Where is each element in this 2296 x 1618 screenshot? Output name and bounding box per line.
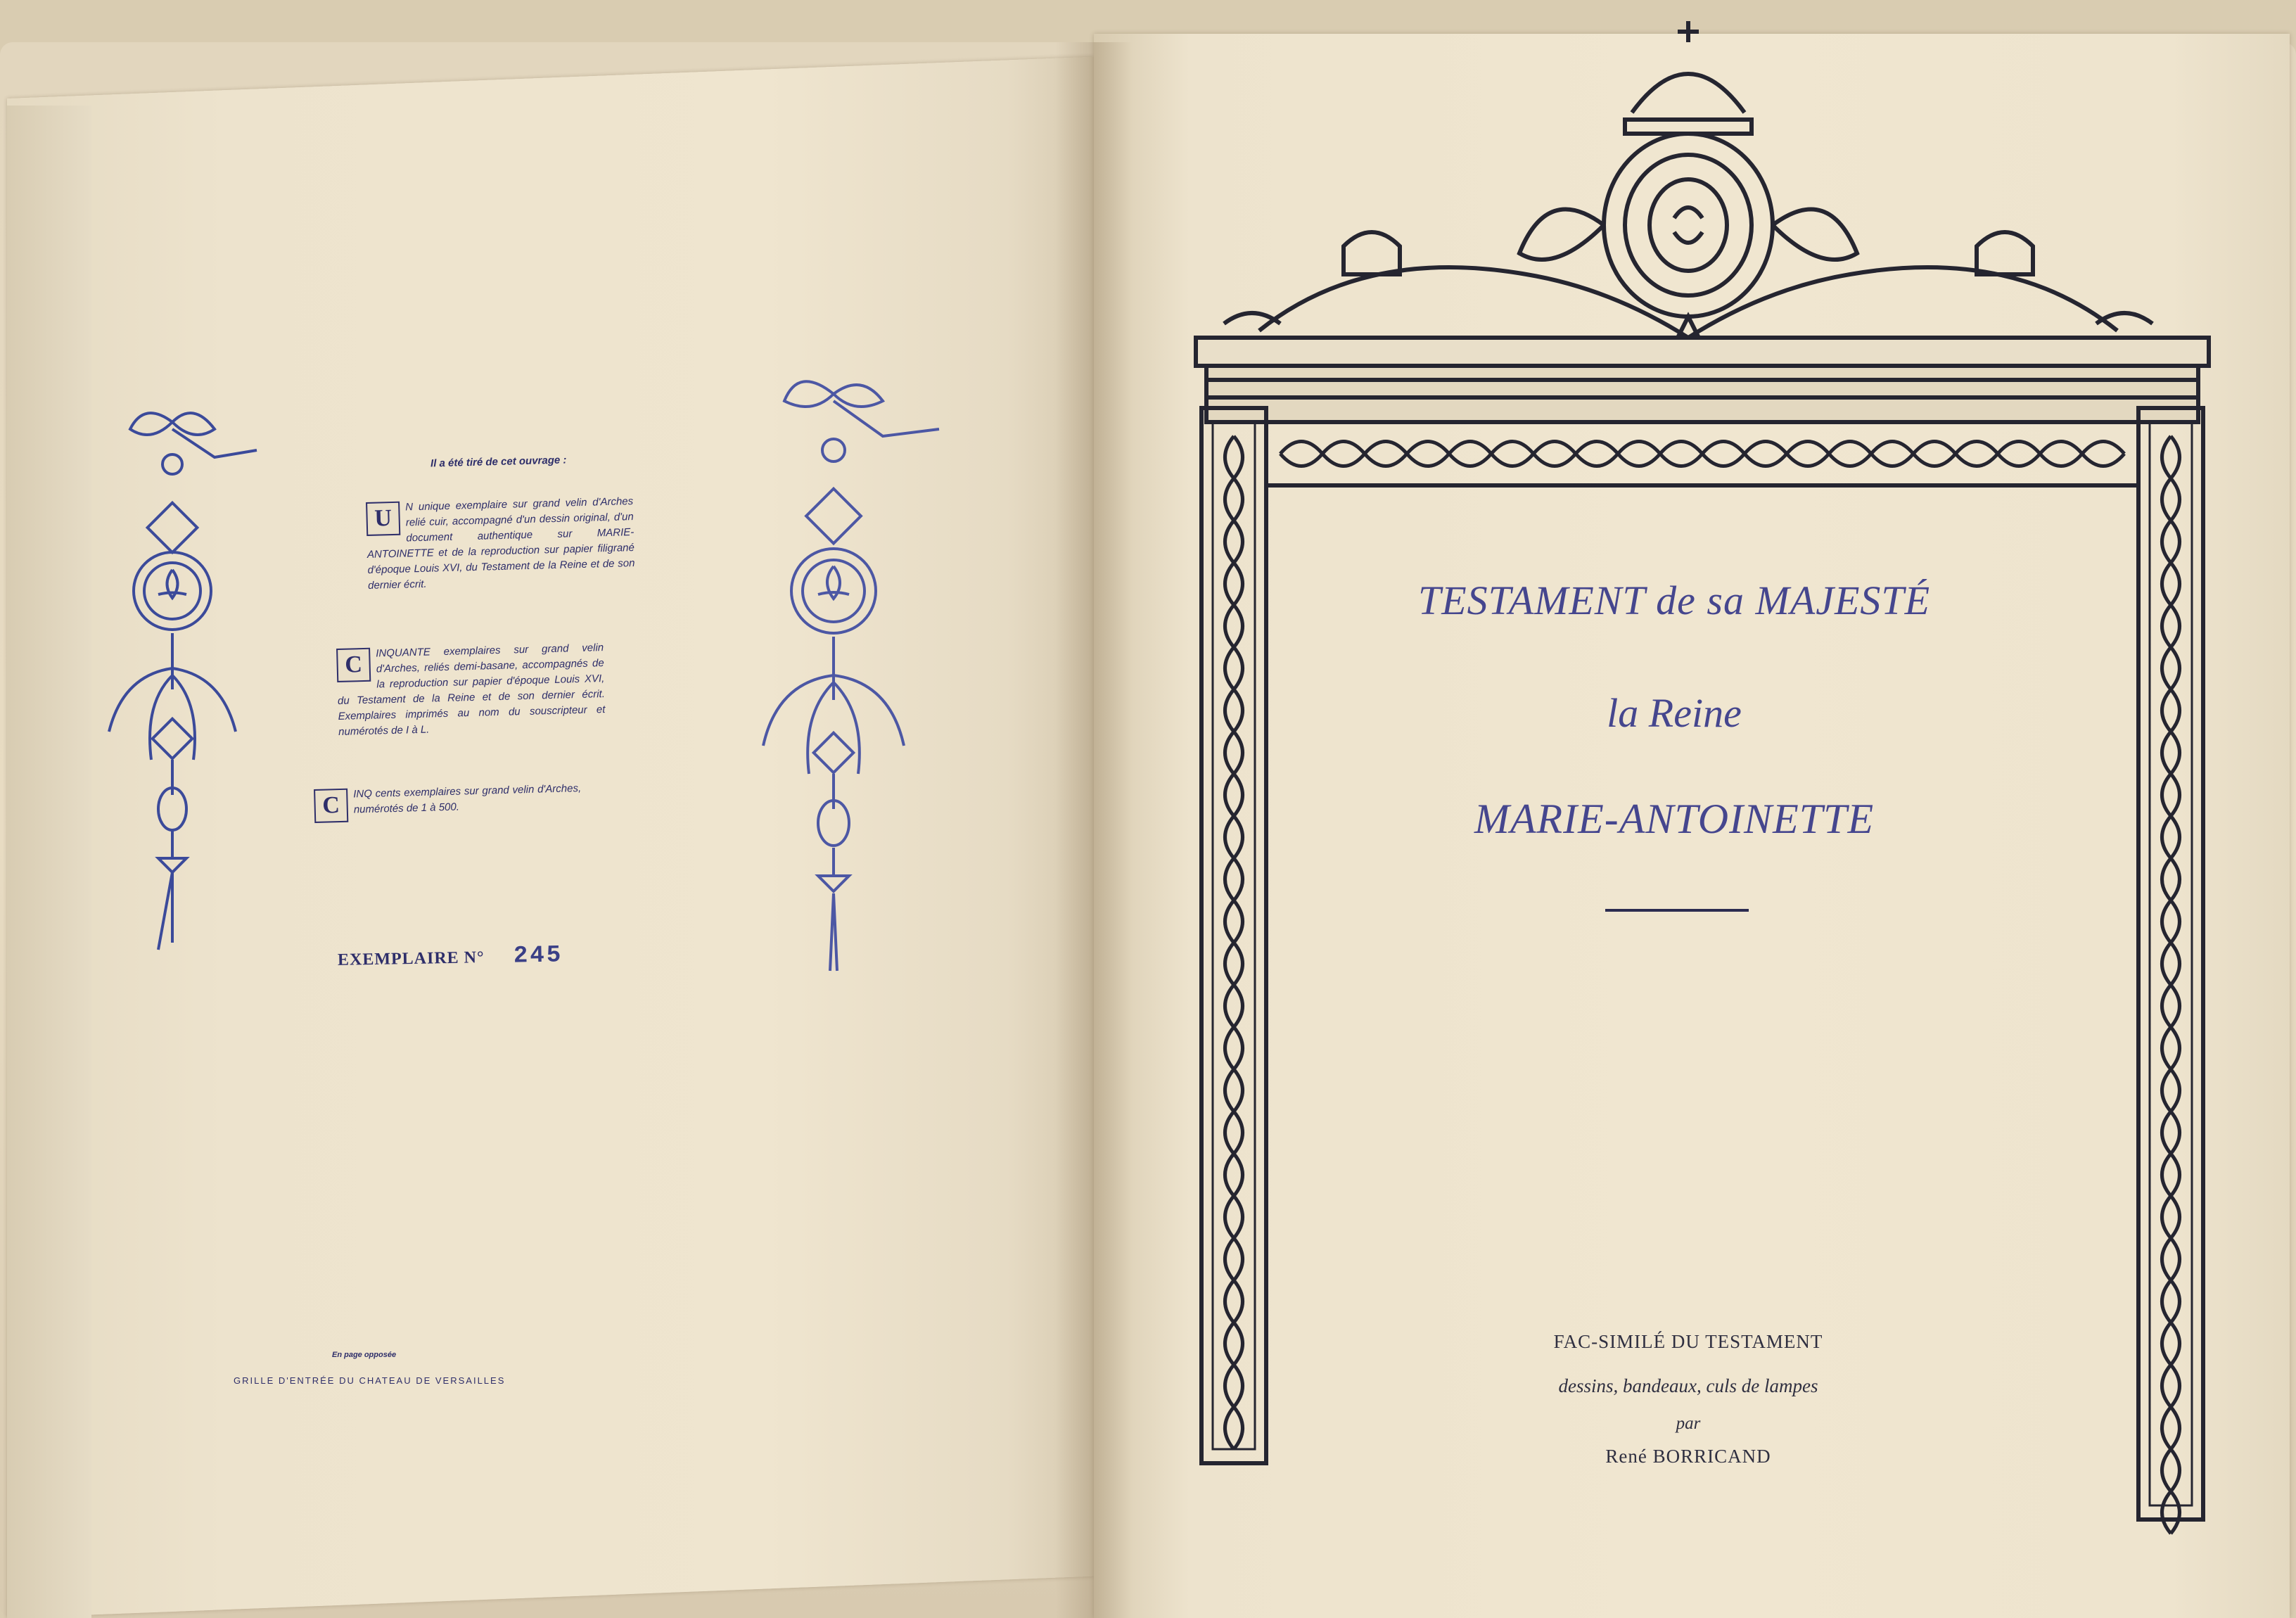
exemplaire-number: 245	[513, 942, 563, 970]
title-line-1: TESTAMENT de sa MAJESTÉ	[1417, 578, 1931, 623]
title-line-3: MARIE-ANTOINETTE	[1474, 796, 1875, 842]
edition-paragraph-3	[314, 781, 582, 823]
edition-paragraph-1	[366, 494, 635, 594]
page-caption: GRILLE D'ENTRÉE DU CHATEAU DE VERSAILLES	[234, 1375, 506, 1386]
title-line-2: la Reine	[1607, 690, 1742, 736]
book-spine	[1055, 42, 1133, 1618]
credit-facsimile: FAC-SIMILÉ DU TESTAMENT	[1553, 1331, 1823, 1352]
ornament-pendant-icon	[67, 408, 278, 957]
crown-crest-icon	[1519, 21, 1857, 348]
ornament-pendant-icon	[728, 373, 939, 971]
paragraph-text: INQUANTE exemplaires sur grand velin d'Arches, reliés demi-basane, accompagnés de la reproduction sur papier d'époque Louis XVI, du Testament de la Reine et de son dernier écrit. Exemplaires imprimés au nom du souscripteur et numérotés de I à L.	[337, 642, 606, 738]
dropcap: C	[314, 789, 348, 823]
edition-paragraph-2	[336, 640, 606, 740]
dropcap: C	[336, 648, 371, 682]
paragraph-text: INQ cents exemplaires sur grand velin d'Arches, numérotés de 1 à 500.	[353, 782, 582, 816]
exemplaire-label: EXEMPLAIRE N°	[337, 948, 485, 969]
credit-par: par	[1676, 1414, 1701, 1433]
paragraph-text: N unique exemplaire sur grand velin d'Arches relié cuir, accompagné d'un dessin original, d'un document authentique sur MARIE-ANTOINETTE et de la reproduction sur papier filigrané d'époque Louis XVI, du Testament de la Reine et de son dernier écrit.	[366, 495, 635, 592]
title-rule	[1605, 909, 1749, 912]
credit-illustrations: dessins, bandeaux, culs de lampes	[1558, 1375, 1818, 1396]
gate-engraving-icon	[1140, 14, 2265, 1548]
edition-heading: Il a été tiré de cet ouvrage :	[430, 454, 567, 470]
credit-artist: René BORRICAND	[1605, 1446, 1771, 1467]
dropcap: U	[366, 502, 400, 536]
page-note: En page opposée	[332, 1351, 397, 1359]
